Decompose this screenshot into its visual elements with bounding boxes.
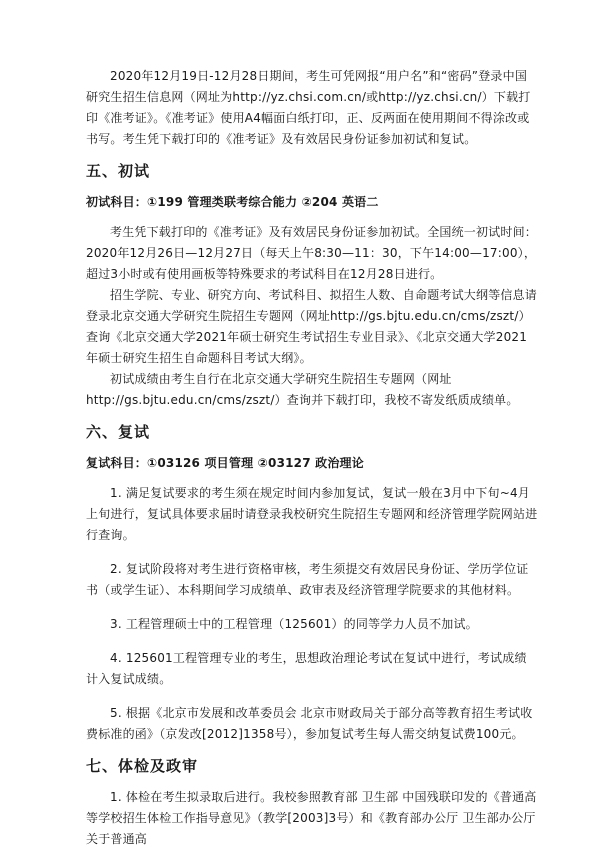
retest-item-1: 1. 满足复试要求的考生须在规定时间内参加复试，复试一般在3月中下旬~4月上旬进行，复试具体要求届时请登录我校研究生院招生专题网和经济管理学院网站进行查询。 [86, 486, 538, 542]
retest-subjects: 复试科目：①03126 项目管理 ②03127 政治理论 [86, 456, 364, 470]
preliminary-subjects: 初试科目：①199 管理类联考综合能力 ②204 英语二 [86, 195, 379, 209]
retest-item-5: 5. 根据《北京市发展和改革委员会 北京市财政局关于部分高等教育招生考试收费标准的函》（京发改[2012]1358号），参加复试考生每人需交纳复试费100元。 [86, 706, 533, 741]
section-heading-retest: 六、复试 [86, 423, 151, 441]
preliminary-paragraph-3: 初试成绩由考生自行在北京交通大学研究生院招生专题网（网址http://gs.bjtu.edu.cn/cms/zszt/）查询并下载打印，我校不寄发纸质成绩单。 [86, 372, 519, 407]
physical-exam-item-1: 1. 体检在考生拟录取后进行。我校参照教育部 卫生部 中国残联印发的《普通高等学校招生体检工作指导意见》（教学[2003]3号）和《教育部办公厅 卫生部办公厅关于普通高 [86, 790, 537, 846]
retest-item-2: 2. 复试阶段将对考生进行资格审核，考生须提交有效居民身份证、学历学位证书（或学生证）、本科期间学习成绩单、政审表及经济管理学院要求的其他材料。 [86, 562, 529, 597]
preliminary-paragraph-1: 考生凭下载打印的《准考证》及有效居民身份证参加初试。全国统一初试时间：2020年12月26日—12月27日（每天上午8:30—11：30，下午14:00—17:00），超过3小时或有使用画板等特殊要求的考试科目在12月28日进行。 [86, 225, 538, 281]
preliminary-paragraph-2: 招生学院、专业、研究方向、考试科目、拟招生人数、自命题考试大纲等信息请登录北京交通大学研究生院招生专题网（网址http://gs.bjtu.edu.cn/cms/zszt/）查询《北京交通大学2021年硕士研究生考试招生专业目录》、《北京交通大学2021年硕士研究生招生自命题科目考试大纲》。 [86, 288, 538, 365]
retest-item-3: 3. 工程管理硕士中的工程管理（125601）的同等学力人员不加试。 [110, 617, 478, 631]
section-heading-physical-exam: 七、体检及政审 [86, 757, 199, 775]
intro-paragraph: 2020年12月19日-12月28日期间，考生可凭网报“用户名”和“密码”登录中国研究生招生信息网（网址为http://yz.chsi.com.cn/或http://yz.chsi.cn/）下载打印《准考证》。《准考证》使用A4幅面白纸打印，正、反两面在使用期间不得涂改或书写。考生凭下载打印的《准考证》及有效居民身份证参加初试和复试。 [86, 69, 531, 146]
retest-item-4: 4. 125601工程管理专业的考生，思想政治理论考试在复试中进行，考试成绩计入复试成绩。 [86, 651, 527, 686]
section-heading-preliminary-exam: 五、初试 [86, 162, 151, 180]
